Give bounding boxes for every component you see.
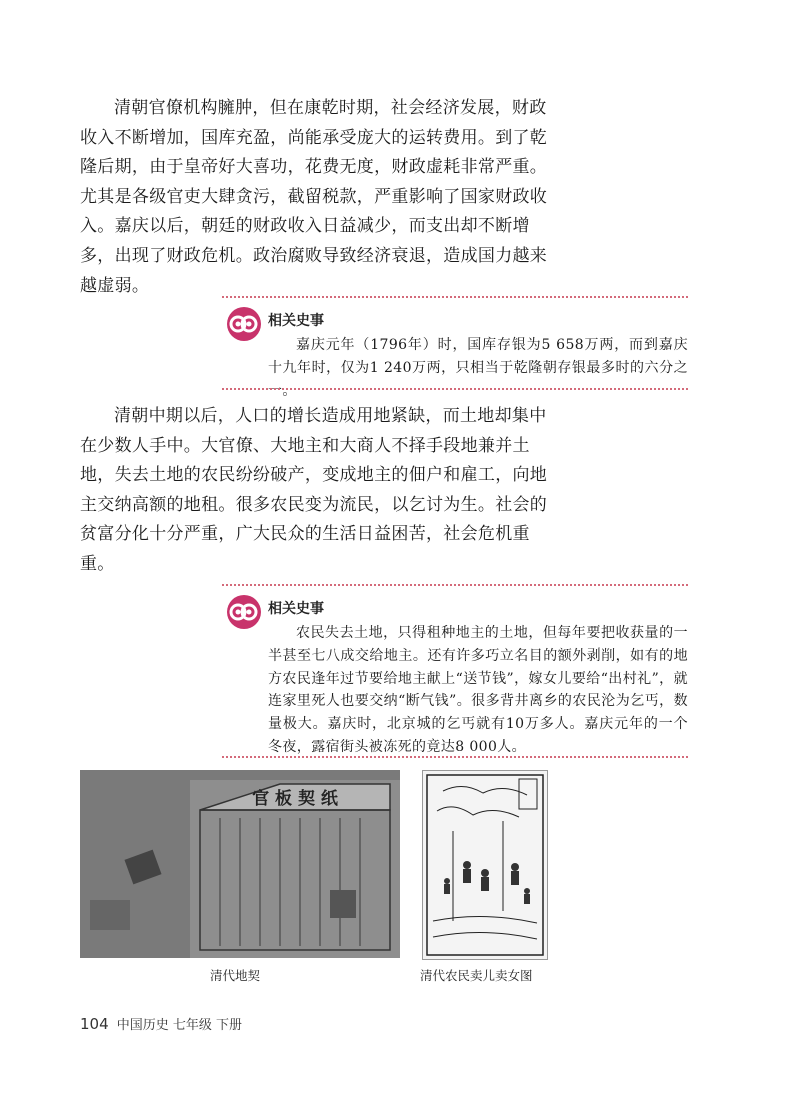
box-text: 农民失去土地，只得租种地主的土地，但每年要把收获量的一半甚至七八成交给地主。还有许多巧立名目的额外剥削，如有的地方农民逢年过节要给地主献上“送节钱”，嫁女儿要给“出村礼”，就连家里死人也要交纳“断气钱”。很多背井离乡的农民沦为乞丐，数量极大。嘉庆时，北京城的乞丐就有10万多人。嘉庆元年的一个冬夜，露宿街头被冻死的竟达8 000人。 (268, 625, 688, 755)
photo-caption: 清代地契 (210, 968, 261, 983)
photo-caption: 清代农民卖儿卖女图 (420, 968, 533, 983)
page-footer (80, 1014, 242, 1033)
dotted-divider (222, 388, 688, 390)
related-history-box-2 (222, 584, 688, 758)
related-history-badge-icon (226, 594, 262, 630)
dotted-divider (222, 756, 688, 758)
box-text: 嘉庆元年（1796年）时，国库存银为5 658万两，而到嘉庆十九年时，仅为1 240万两，只相当于乾隆朝存银最多时的六分之一。 (268, 337, 688, 399)
paragraph-2: 清朝中期以后，人口的增长造成用地紧缺，而土地却集中在少数人手中。大官僚、大地主和大商人不择手段地兼并土地，失去土地的农民纷纷破产，变成地主的佃户和雇工，向地主交纳高额的地租。很多农民变为流民，以乞讨为生。社会的贫富分化十分严重，广大民众的生活日益困苦，社会危机重重。 (80, 406, 548, 574)
land-deed-photo (80, 770, 400, 958)
book-title: 中国历史 七年级 下册 (116, 1018, 243, 1033)
box-title: 相关史事 (268, 601, 324, 617)
related-history-badge-icon (226, 306, 262, 342)
deed-title-text: 官 板 契 纸 (252, 789, 338, 809)
box-title: 相关史事 (268, 313, 324, 329)
page-number: 104 (80, 1015, 109, 1033)
dotted-divider (222, 296, 688, 298)
peasants-selling-children-picture (422, 770, 548, 960)
dotted-divider (222, 584, 688, 586)
paragraph-1: 清朝官僚机构臃肿，但在康乾时期，社会经济发展，财政收入不断增加，国库充盈，尚能承受庞大的运转费用。到了乾隆后期，由于皇帝好大喜功，花费无度，财政虚耗非常严重。尤其是各级官吏大肆贪污，截留税款，严重影响了国家财政收入。嘉庆以后，朝廷的财政收入日益减少，而支出却不断增多，出现了财政危机。政治腐败导致经济衰退，造成国力越来越虚弱。 (80, 98, 548, 296)
related-history-box-1 (222, 296, 688, 399)
